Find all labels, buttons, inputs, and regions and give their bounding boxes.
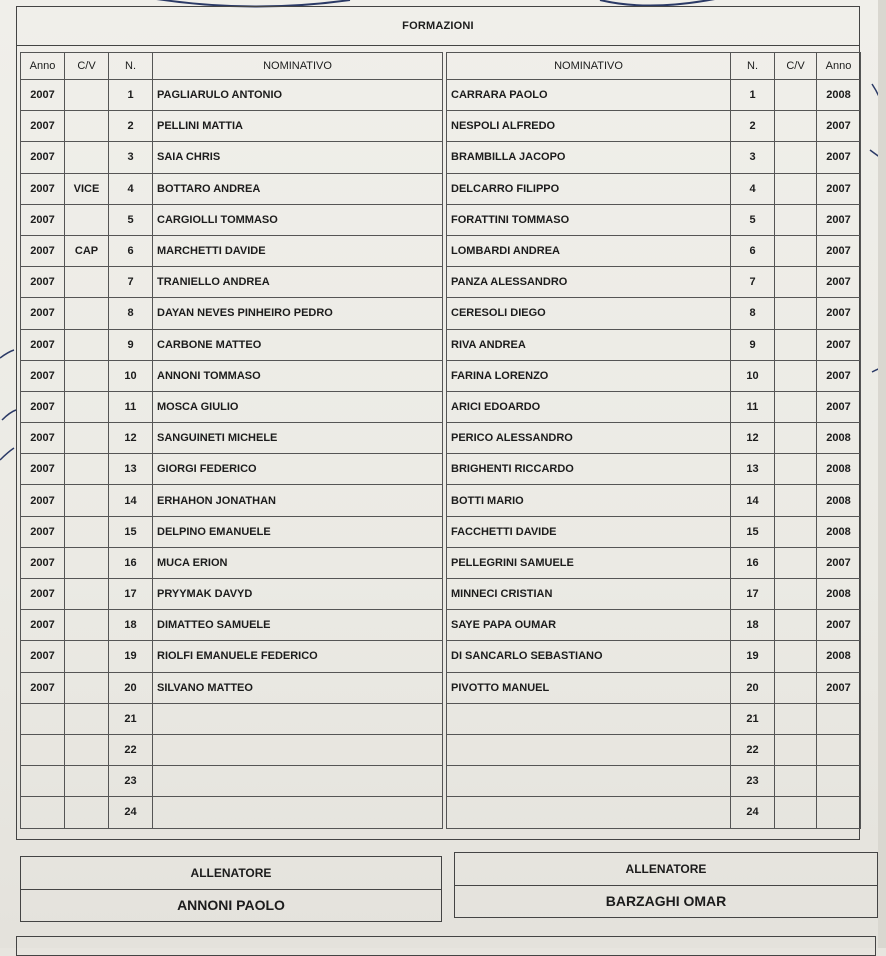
captain-vice-cell (65, 734, 109, 765)
player-name-cell (447, 703, 731, 734)
shirt-number-cell: 11 (109, 391, 153, 422)
shirt-number-cell: 18 (109, 610, 153, 641)
shirt-number-cell: 12 (731, 423, 775, 454)
player-name-cell (447, 766, 731, 797)
table-row (447, 703, 861, 734)
table-row (447, 672, 861, 703)
birth-year-cell (817, 703, 861, 734)
captain-vice-cell (775, 516, 817, 547)
table-row (447, 797, 861, 828)
player-name-cell: SAYE PAPA OUMAR (447, 610, 731, 641)
birth-year-cell: 2007 (21, 142, 65, 173)
player-name-cell: PAGLIARULO ANTONIO (153, 80, 443, 111)
captain-vice-cell (65, 766, 109, 797)
birth-year-cell: 2007 (817, 329, 861, 360)
captain-vice-cell (65, 672, 109, 703)
birth-year-cell: 2007 (817, 111, 861, 142)
player-name-cell: BRAMBILLA JACOPO (447, 142, 731, 173)
captain-vice-cell (65, 703, 109, 734)
captain-vice-cell (775, 111, 817, 142)
birth-year-cell: 2007 (817, 142, 861, 173)
birth-year-cell: 2007 (21, 267, 65, 298)
birth-year-cell: 2007 (21, 360, 65, 391)
shirt-number-cell: 6 (731, 235, 775, 266)
table-row (447, 391, 861, 422)
birth-year-cell: 2007 (21, 516, 65, 547)
captain-vice-cell (65, 204, 109, 235)
table-row (447, 734, 861, 765)
captain-vice-cell: VICE (65, 173, 109, 204)
table-row (21, 267, 443, 298)
shirt-number-cell: 20 (731, 672, 775, 703)
birth-year-cell: 2007 (817, 672, 861, 703)
shirt-number-cell: 7 (731, 267, 775, 298)
table-row (447, 641, 861, 672)
shirt-number-cell: 8 (109, 298, 153, 329)
birth-year-cell: 2007 (21, 641, 65, 672)
captain-vice-cell (775, 173, 817, 204)
table-row (21, 298, 443, 329)
header-number: N. (731, 53, 775, 80)
birth-year-cell (21, 766, 65, 797)
player-name-cell: ERHAHON JONATHAN (153, 485, 443, 516)
captain-vice-cell (65, 547, 109, 578)
table-row (21, 547, 443, 578)
captain-vice-cell (775, 298, 817, 329)
shirt-number-cell: 2 (109, 111, 153, 142)
player-name-cell: LOMBARDI ANDREA (447, 235, 731, 266)
home-coach-label: ALLENATORE (21, 857, 441, 890)
shirt-number-cell: 21 (731, 703, 775, 734)
player-name-cell: BOTTARO ANDREA (153, 173, 443, 204)
table-row (447, 267, 861, 298)
captain-vice-cell (65, 142, 109, 173)
birth-year-cell: 2007 (21, 672, 65, 703)
shirt-number-cell: 16 (731, 547, 775, 578)
birth-year-cell: 2007 (817, 267, 861, 298)
birth-year-cell: 2007 (21, 391, 65, 422)
table-row (21, 672, 443, 703)
table-row (21, 454, 443, 485)
player-name-cell: PRYYMAK DAVYD (153, 579, 443, 610)
player-name-cell: DI SANCARLO SEBASTIANO (447, 641, 731, 672)
table-row (21, 485, 443, 516)
birth-year-cell: 2007 (21, 111, 65, 142)
captain-vice-cell: CAP (65, 235, 109, 266)
table-row (447, 204, 861, 235)
birth-year-cell: 2007 (817, 610, 861, 641)
table-row (447, 454, 861, 485)
birth-year-cell: 2007 (21, 298, 65, 329)
table-row (21, 610, 443, 641)
captain-vice-cell (65, 267, 109, 298)
player-name-cell: CARGIOLLI TOMMASO (153, 204, 443, 235)
captain-vice-cell (775, 641, 817, 672)
header-nominativo: NOMINATIVO (153, 53, 443, 80)
player-name-cell: SANGUINETI MICHELE (153, 423, 443, 454)
player-name-cell: PELLEGRINI SAMUELE (447, 547, 731, 578)
shirt-number-cell: 7 (109, 267, 153, 298)
birth-year-cell: 2008 (817, 579, 861, 610)
shirt-number-cell: 3 (731, 142, 775, 173)
formations-title: FORMAZIONI (17, 7, 859, 46)
shirt-number-cell: 16 (109, 547, 153, 578)
shirt-number-cell: 23 (109, 766, 153, 797)
captain-vice-cell (775, 80, 817, 111)
header-cv: C/V (65, 53, 109, 80)
captain-vice-cell (775, 610, 817, 641)
birth-year-cell (21, 797, 65, 828)
player-name-cell: DELPINO EMANUELE (153, 516, 443, 547)
birth-year-cell: 2007 (21, 610, 65, 641)
player-name-cell: RIOLFI EMANUELE FEDERICO (153, 641, 443, 672)
table-row (447, 235, 861, 266)
shirt-number-cell: 11 (731, 391, 775, 422)
player-name-cell: DAYAN NEVES PINHEIRO PEDRO (153, 298, 443, 329)
captain-vice-cell (65, 391, 109, 422)
birth-year-cell: 2008 (817, 454, 861, 485)
table-row (447, 142, 861, 173)
shirt-number-cell: 3 (109, 142, 153, 173)
away-roster-header (447, 53, 861, 80)
next-sheet-edge (878, 0, 886, 948)
table-row (21, 797, 443, 828)
shirt-number-cell: 9 (731, 329, 775, 360)
player-name-cell: SAIA CHRIS (153, 142, 443, 173)
table-row (447, 485, 861, 516)
player-name-cell: CARRARA PAOLO (447, 80, 731, 111)
table-row (21, 235, 443, 266)
captain-vice-cell (65, 298, 109, 329)
home-coach-box (20, 856, 442, 922)
shirt-number-cell: 4 (109, 173, 153, 204)
shirt-number-cell: 14 (109, 485, 153, 516)
table-row (21, 766, 443, 797)
shirt-number-cell: 21 (109, 703, 153, 734)
captain-vice-cell (65, 329, 109, 360)
pen-mark-left-1 (0, 350, 14, 358)
birth-year-cell: 2007 (21, 80, 65, 111)
table-row (21, 734, 443, 765)
birth-year-cell: 2008 (817, 80, 861, 111)
table-row (447, 516, 861, 547)
table-row (21, 173, 443, 204)
captain-vice-cell (775, 579, 817, 610)
player-name-cell: BOTTI MARIO (447, 485, 731, 516)
captain-vice-cell (775, 204, 817, 235)
birth-year-cell: 2007 (21, 485, 65, 516)
table-row (21, 329, 443, 360)
table-row (21, 80, 443, 111)
table-row (447, 610, 861, 641)
header-anno: Anno (817, 53, 861, 80)
pen-mark-left-2 (2, 410, 16, 420)
captain-vice-cell (775, 235, 817, 266)
shirt-number-cell: 12 (109, 423, 153, 454)
shirt-number-cell: 5 (109, 204, 153, 235)
player-name-cell (153, 766, 443, 797)
table-row (447, 173, 861, 204)
captain-vice-cell (775, 766, 817, 797)
player-name-cell: GIORGI FEDERICO (153, 454, 443, 485)
birth-year-cell: 2007 (817, 360, 861, 391)
captain-vice-cell (775, 734, 817, 765)
table-row (447, 329, 861, 360)
header-number: N. (109, 53, 153, 80)
shirt-number-cell: 13 (731, 454, 775, 485)
player-name-cell: CERESOLI DIEGO (447, 298, 731, 329)
birth-year-cell: 2007 (21, 204, 65, 235)
player-name-cell (153, 703, 443, 734)
table-row (21, 391, 443, 422)
player-name-cell: FORATTINI TOMMASO (447, 204, 731, 235)
table-row (21, 579, 443, 610)
captain-vice-cell (65, 111, 109, 142)
captain-vice-cell (775, 485, 817, 516)
shirt-number-cell: 10 (109, 360, 153, 391)
player-name-cell: TRANIELLO ANDREA (153, 267, 443, 298)
shirt-number-cell: 17 (731, 579, 775, 610)
player-name-cell: MINNECI CRISTIAN (447, 579, 731, 610)
birth-year-cell: 2007 (817, 391, 861, 422)
table-row (21, 641, 443, 672)
captain-vice-cell (775, 703, 817, 734)
shirt-number-cell: 6 (109, 235, 153, 266)
table-row (21, 142, 443, 173)
player-name-cell: NESPOLI ALFREDO (447, 111, 731, 142)
shirt-number-cell: 19 (731, 641, 775, 672)
birth-year-cell: 2007 (817, 298, 861, 329)
shirt-number-cell: 24 (109, 797, 153, 828)
birth-year-cell: 2008 (817, 485, 861, 516)
captain-vice-cell (775, 329, 817, 360)
table-row (21, 111, 443, 142)
shirt-number-cell: 4 (731, 173, 775, 204)
player-name-cell (153, 734, 443, 765)
birth-year-cell: 2007 (817, 204, 861, 235)
shirt-number-cell: 18 (731, 610, 775, 641)
captain-vice-cell (775, 360, 817, 391)
player-name-cell: DELCARRO FILIPPO (447, 173, 731, 204)
birth-year-cell: 2007 (817, 173, 861, 204)
table-row (21, 204, 443, 235)
player-name-cell: ARICI EDOARDO (447, 391, 731, 422)
birth-year-cell (817, 797, 861, 828)
player-name-cell: MUCA ERION (153, 547, 443, 578)
captain-vice-cell (775, 672, 817, 703)
home-roster-header (21, 53, 443, 80)
table-row (447, 298, 861, 329)
shirt-number-cell: 15 (731, 516, 775, 547)
shirt-number-cell: 10 (731, 360, 775, 391)
captain-vice-cell (65, 454, 109, 485)
shirt-number-cell: 22 (109, 734, 153, 765)
captain-vice-cell (65, 423, 109, 454)
captain-vice-cell (65, 641, 109, 672)
player-name-cell (447, 734, 731, 765)
player-name-cell: PERICO ALESSANDRO (447, 423, 731, 454)
shirt-number-cell: 1 (109, 80, 153, 111)
away-roster-table (446, 52, 861, 829)
table-row (447, 80, 861, 111)
player-name-cell: SILVANO MATTEO (153, 672, 443, 703)
home-roster-table (20, 52, 443, 829)
table-row (447, 111, 861, 142)
birth-year-cell: 2007 (21, 579, 65, 610)
shirt-number-cell: 5 (731, 204, 775, 235)
birth-year-cell (21, 703, 65, 734)
captain-vice-cell (775, 142, 817, 173)
captain-vice-cell (775, 391, 817, 422)
birth-year-cell: 2008 (817, 423, 861, 454)
player-name-cell: FACCHETTI DAVIDE (447, 516, 731, 547)
shirt-number-cell: 8 (731, 298, 775, 329)
player-name-cell: PANZA ALESSANDRO (447, 267, 731, 298)
player-name-cell: RIVA ANDREA (447, 329, 731, 360)
birth-year-cell: 2007 (817, 547, 861, 578)
birth-year-cell: 2007 (21, 235, 65, 266)
table-row (447, 579, 861, 610)
birth-year-cell: 2008 (817, 516, 861, 547)
bottom-section-box (16, 936, 876, 956)
shirt-number-cell: 15 (109, 516, 153, 547)
pen-mark-left-3 (0, 448, 14, 460)
captain-vice-cell (65, 360, 109, 391)
header-nominativo: NOMINATIVO (447, 53, 731, 80)
player-name-cell: MOSCA GIULIO (153, 391, 443, 422)
shirt-number-cell: 9 (109, 329, 153, 360)
shirt-number-cell: 13 (109, 454, 153, 485)
shirt-number-cell: 19 (109, 641, 153, 672)
away-coach-box (454, 852, 878, 918)
player-name-cell: ANNONI TOMMASO (153, 360, 443, 391)
header-anno: Anno (21, 53, 65, 80)
player-name-cell: DIMATTEO SAMUELE (153, 610, 443, 641)
captain-vice-cell (65, 80, 109, 111)
shirt-number-cell: 14 (731, 485, 775, 516)
away-coach-label: ALLENATORE (455, 853, 877, 886)
table-row (21, 516, 443, 547)
shirt-number-cell: 24 (731, 797, 775, 828)
player-name-cell (447, 797, 731, 828)
captain-vice-cell (65, 579, 109, 610)
pen-arc-right (600, 0, 720, 6)
player-name-cell: PELLINI MATTIA (153, 111, 443, 142)
birth-year-cell: 2007 (21, 423, 65, 454)
table-row (21, 423, 443, 454)
captain-vice-cell (775, 423, 817, 454)
birth-year-cell: 2007 (817, 235, 861, 266)
shirt-number-cell: 17 (109, 579, 153, 610)
table-row (447, 423, 861, 454)
birth-year-cell: 2007 (21, 547, 65, 578)
captain-vice-cell (65, 610, 109, 641)
table-row (447, 766, 861, 797)
shirt-number-cell: 23 (731, 766, 775, 797)
shirt-number-cell: 2 (731, 111, 775, 142)
captain-vice-cell (775, 547, 817, 578)
captain-vice-cell (65, 797, 109, 828)
captain-vice-cell (65, 485, 109, 516)
shirt-number-cell: 1 (731, 80, 775, 111)
captain-vice-cell (775, 797, 817, 828)
player-name-cell: FARINA LORENZO (447, 360, 731, 391)
player-name-cell: BRIGHENTI RICCARDO (447, 454, 731, 485)
shirt-number-cell: 22 (731, 734, 775, 765)
away-coach-name: BARZAGHI OMAR (605, 893, 727, 909)
table-row (21, 703, 443, 734)
player-name-cell: MARCHETTI DAVIDE (153, 235, 443, 266)
player-name-cell: PIVOTTO MANUEL (447, 672, 731, 703)
birth-year-cell (21, 734, 65, 765)
shirt-number-cell: 20 (109, 672, 153, 703)
captain-vice-cell (775, 267, 817, 298)
captain-vice-cell (775, 454, 817, 485)
birth-year-cell: 2007 (21, 329, 65, 360)
birth-year-cell (817, 766, 861, 797)
player-name-cell (153, 797, 443, 828)
header-cv: C/V (775, 53, 817, 80)
birth-year-cell (817, 734, 861, 765)
player-name-cell: CARBONE MATTEO (153, 329, 443, 360)
birth-year-cell: 2008 (817, 641, 861, 672)
table-row (21, 360, 443, 391)
table-row (447, 547, 861, 578)
birth-year-cell: 2007 (21, 454, 65, 485)
captain-vice-cell (65, 516, 109, 547)
birth-year-cell: 2007 (21, 173, 65, 204)
home-coach-name: ANNONI PAOLO (177, 897, 285, 913)
table-row (447, 360, 861, 391)
